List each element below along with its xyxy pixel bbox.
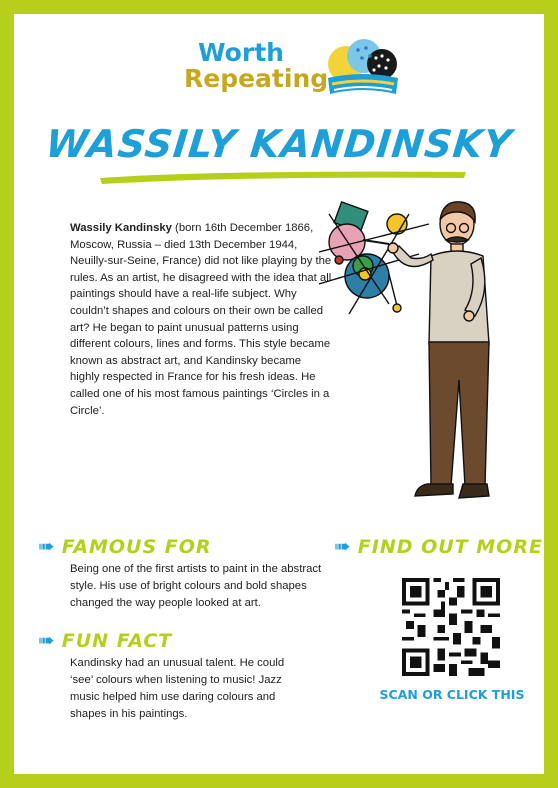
- logo-text: [184, 40, 328, 92]
- arrow-right-icon: ➠: [38, 534, 56, 558]
- title-underline-swoosh: [98, 164, 468, 186]
- famous-for-heading: [38, 534, 212, 558]
- bio-name: Wassily Kandinsky: [70, 222, 172, 234]
- arrow-right-icon: ➠: [334, 534, 352, 558]
- fun-fact-heading: [38, 628, 172, 652]
- fun-fact-text: Kandinsky had an unusual talent. He could ‘see’ colours when listening to music! Jazz music helped him use daring colours and shapes in his paintings.: [70, 657, 285, 720]
- famous-for-text: Being one of the first artists to paint in the abstract style. His use of bright colours and bold shapes changed the way people looked at art.: [70, 563, 322, 609]
- kandinsky-illustration: [319, 194, 519, 514]
- bio-text: (born 16th December 1866, Moscow, Russia – died 13th December 1944, Neuilly-sur-Seine, France) did not like playing by the rules. As an artist, he disagreed with the idea that all paintings should have a real-life subject. Why couldn’t shapes and colours on their own be called art? He began to paint unusual patterns using different colours, lines and forms. This style became known as abstract art, and Kandinsky became highly respected in France for his fresh ideas. He called one of his most famous paintings ‘Circles in a Circle’.: [70, 222, 332, 417]
- find-out-more-heading: [334, 534, 543, 558]
- find-out-more-heading-text: FIND OUT MORE: [357, 536, 543, 558]
- page-title: WASSILY KANDINSKY: [43, 122, 515, 166]
- famous-for-heading-text: FAMOUS FOR: [61, 536, 212, 558]
- scan-or-click-link[interactable]: SCAN OR CLICK THIS: [379, 687, 525, 702]
- logo-line-1: Worth: [198, 38, 284, 67]
- qr-code[interactable]: [402, 578, 500, 676]
- worth-repeating-logo: [174, 36, 414, 106]
- fun-fact-heading-text: FUN FACT: [61, 630, 173, 652]
- logo-line-2: Repeating: [184, 64, 329, 93]
- arrow-right-icon: ➠: [38, 628, 56, 652]
- logo-balloons-icon: [324, 36, 402, 98]
- biography-paragraph: [70, 220, 332, 419]
